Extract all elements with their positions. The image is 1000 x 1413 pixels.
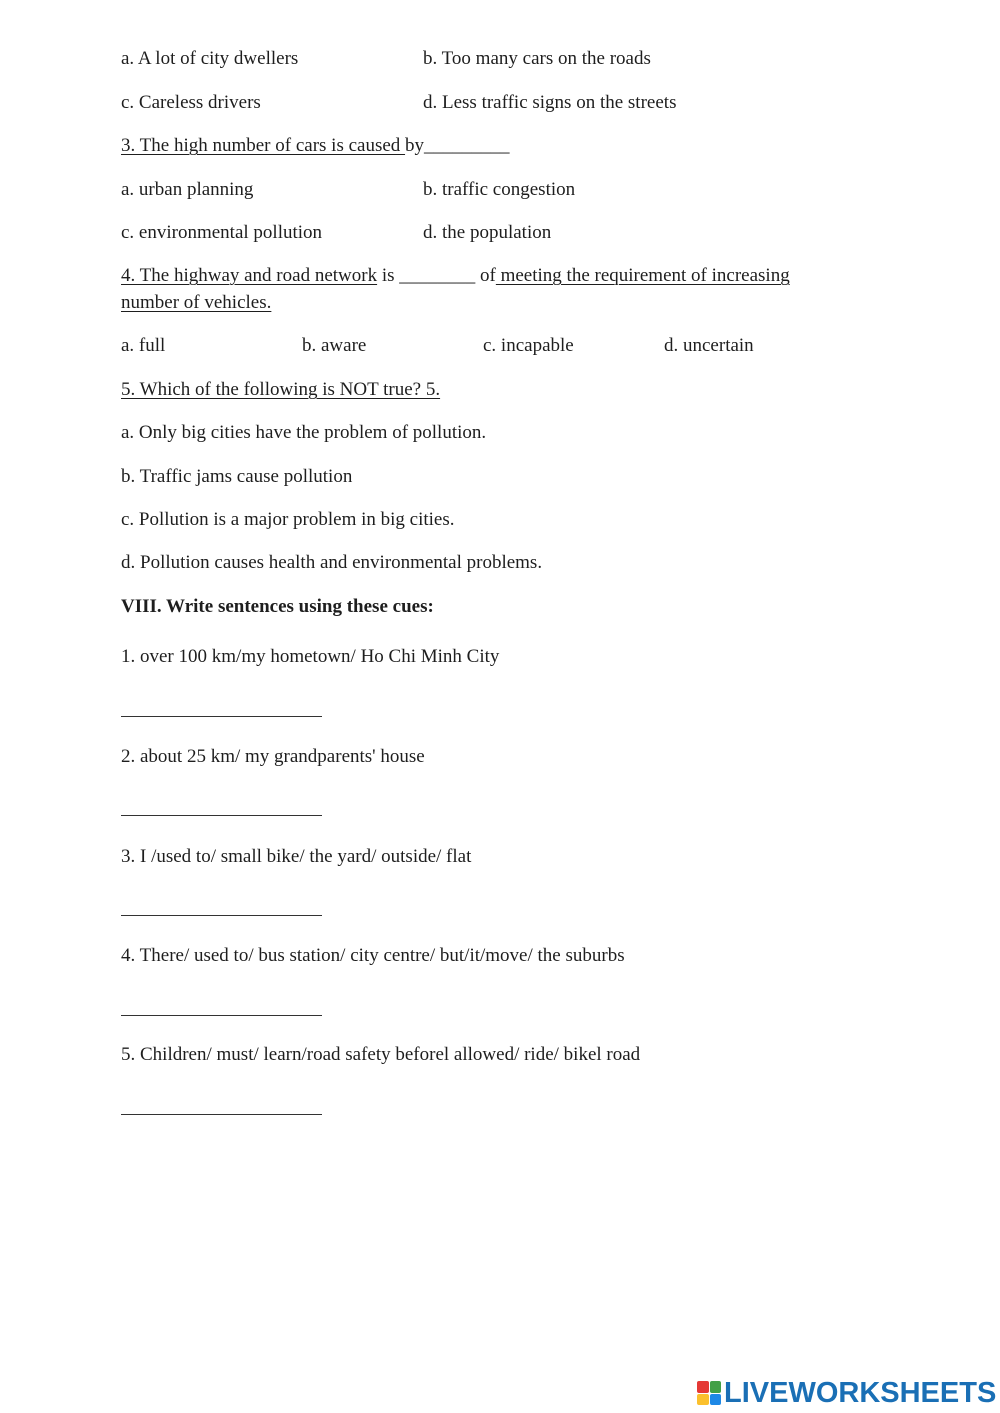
q2-option-b: b. Too many cars on the roads (423, 48, 651, 69)
logo-text: LIVEWORKSHEETS (724, 1377, 997, 1409)
q4-option-b: b. aware (302, 335, 367, 356)
logo-square-blue (710, 1394, 722, 1406)
logo-grid-icon (697, 1381, 721, 1405)
q2-option-d: d. Less traffic signs on the streets (423, 92, 677, 113)
q5-option-b: b. Traffic jams cause pollution (121, 466, 353, 487)
q5-option-d: d. Pollution causes health and environmental problems. (121, 552, 543, 573)
cue-3: 3. I /used to/ small bike/ the yard/ outside/ flat (121, 846, 472, 867)
q4-question-part3: meeting the requirement of increasing (495, 265, 790, 286)
logo-square-red (697, 1381, 709, 1393)
q3-option-c: c. environmental pollution (121, 222, 323, 243)
q3-question (121, 134, 510, 158)
q4-question-blank: is ________ of (377, 265, 496, 286)
q3-option-a: a. urban planning (121, 179, 254, 200)
answer-line-3[interactable] (121, 915, 322, 916)
q4-question-line2-text: number of vehicles. (121, 292, 272, 313)
q2-option-a: a. A lot of city dwellers (121, 48, 299, 69)
q5-option-c: c. Pollution is a major problem in big cities. (121, 509, 455, 530)
q2-option-c: c. Careless drivers (121, 92, 261, 113)
q3-question-blank: by_________ (405, 135, 510, 156)
q5-question (121, 378, 440, 402)
section-8-heading: VIII. Write sentences using these cues: (121, 596, 434, 617)
answer-line-4[interactable] (121, 1015, 322, 1016)
q4-question-line2 (121, 291, 271, 315)
q4-option-d: d. uncertain (664, 335, 754, 356)
logo-square-green (710, 1381, 722, 1393)
q3-option-d: d. the population (423, 222, 552, 243)
q4-question-part1: 4. The highway and road network (121, 265, 378, 286)
logo-square-yellow (697, 1394, 709, 1406)
q4-option-c: c. incapable (483, 335, 574, 356)
liveworksheets-logo (697, 1378, 996, 1408)
cue-5: 5. Children/ must/ learn/road safety beforel allowed/ ride/ bikel road (121, 1044, 641, 1065)
answer-line-5[interactable] (121, 1114, 322, 1115)
q4-option-a: a. full (121, 335, 166, 356)
cue-2: 2. about 25 km/ my grandparents' house (121, 746, 425, 767)
answer-line-2[interactable] (121, 815, 322, 816)
q5-question-text: 5. Which of the following is NOT true? 5. (121, 379, 441, 400)
q4-question-line1 (121, 264, 790, 288)
q3-question-underlined: 3. The high number of cars is caused (121, 135, 406, 156)
cue-4: 4. There/ used to/ bus station/ city centre/ but/it/move/ the suburbs (121, 945, 625, 966)
q3-option-b: b. traffic congestion (423, 179, 576, 200)
q5-option-a: a. Only big cities have the problem of pollution. (121, 422, 487, 443)
answer-line-1[interactable] (121, 716, 322, 717)
cue-1: 1. over 100 km/my hometown/ Ho Chi Minh City (121, 646, 500, 667)
